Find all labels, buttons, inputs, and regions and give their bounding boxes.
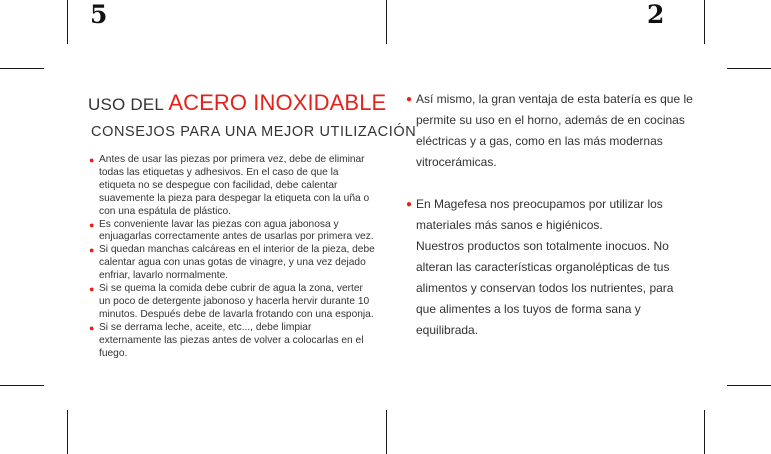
bullet-icon: ● [406,199,413,210]
crop-mark-right-bottom [727,385,771,386]
tip-item [89,244,375,283]
paragraph-text: Nuestros productos son totalmente inocuos. No alteran las características organolépticas de tus alimentos y conservan todos los nutrientes, para que alimentes a los tuyos de forma sana y equilibrada. [416,239,674,337]
bullet-icon: ● [89,245,95,256]
crop-mark-left-bottom [0,385,44,386]
tip-item [89,283,375,322]
crop-mark-bottom-center [386,410,387,454]
crop-mark-bottom-right [704,410,705,454]
title-highlight: ACERO INOXIDABLE [168,90,387,115]
bullet-icon: ● [406,94,413,105]
bullet-icon: ● [89,155,95,165]
paragraph-text: Así mismo, la gran ventaja de esta batería es que le permite su uso en el horno, además de en cocinas eléctricas y a gas, como en las más modernas vitrocerámicas. [416,92,693,169]
paragraph-oven [406,89,696,173]
tip-text: Si quedan manchas calcáreas en el interior de la pieza, debe calentar agua con unas gotas de vinagre, y una vez dejado enfriar, lavarlo normalmente. [99,244,375,282]
tip-text: Es conveniente lavar las piezas con agua jabonosa y enjuagarlas correctamente antes de usarlas por primera vez. [99,218,374,243]
title-prefix: USO DEL [88,95,169,114]
bullet-icon: ● [89,322,95,333]
section-subtitle: CONSEJOS PARA UNA MEJOR UTILIZACIÓN [91,124,417,140]
bullet-icon: ● [89,284,95,295]
bullet-icon: ● [89,219,95,230]
page-number-left: 5 [90,0,108,29]
crop-mark-left-top [0,68,44,69]
tip-item [89,219,375,245]
tip-item [89,154,375,219]
tip-text: Si se derrama leche, aceite, etc..., debe limpiar externamente las piezas antes de volver a colocarlas en el fuego. [99,321,364,359]
crop-mark-top-right [704,0,705,44]
tip-text: Antes de usar las piezas por primera vez, debe de eliminar todas las etiquetas y adhesivos. En el caso de que la etiqueta no se despegue con facilidad, debe calentar suavemente la pieza para despegar la etiqueta con la uña o con una espátula de plástico. [99,154,370,217]
paragraph-materials [406,194,696,341]
tip-text: Si se quema la comida debe cubrir de agua la zona, verter un poco de detergente jabonoso y hacerla hervir durante 10 minutos. Después debe de lavarla frotando con una esponja. [99,283,374,320]
crop-mark-right-top [727,68,771,69]
tip-item [89,322,375,361]
right-column [406,89,696,341]
crop-mark-top-left [67,0,68,44]
page-number-right: 2 [647,0,665,29]
crop-mark-top-center [386,0,387,44]
crop-mark-bottom-left [67,410,68,454]
tips-list [89,154,375,361]
section-title [88,92,386,114]
paragraph-text: En Magefesa nos preocupamos por utilizar los materiales más sanos e higiénicos. [416,197,663,232]
